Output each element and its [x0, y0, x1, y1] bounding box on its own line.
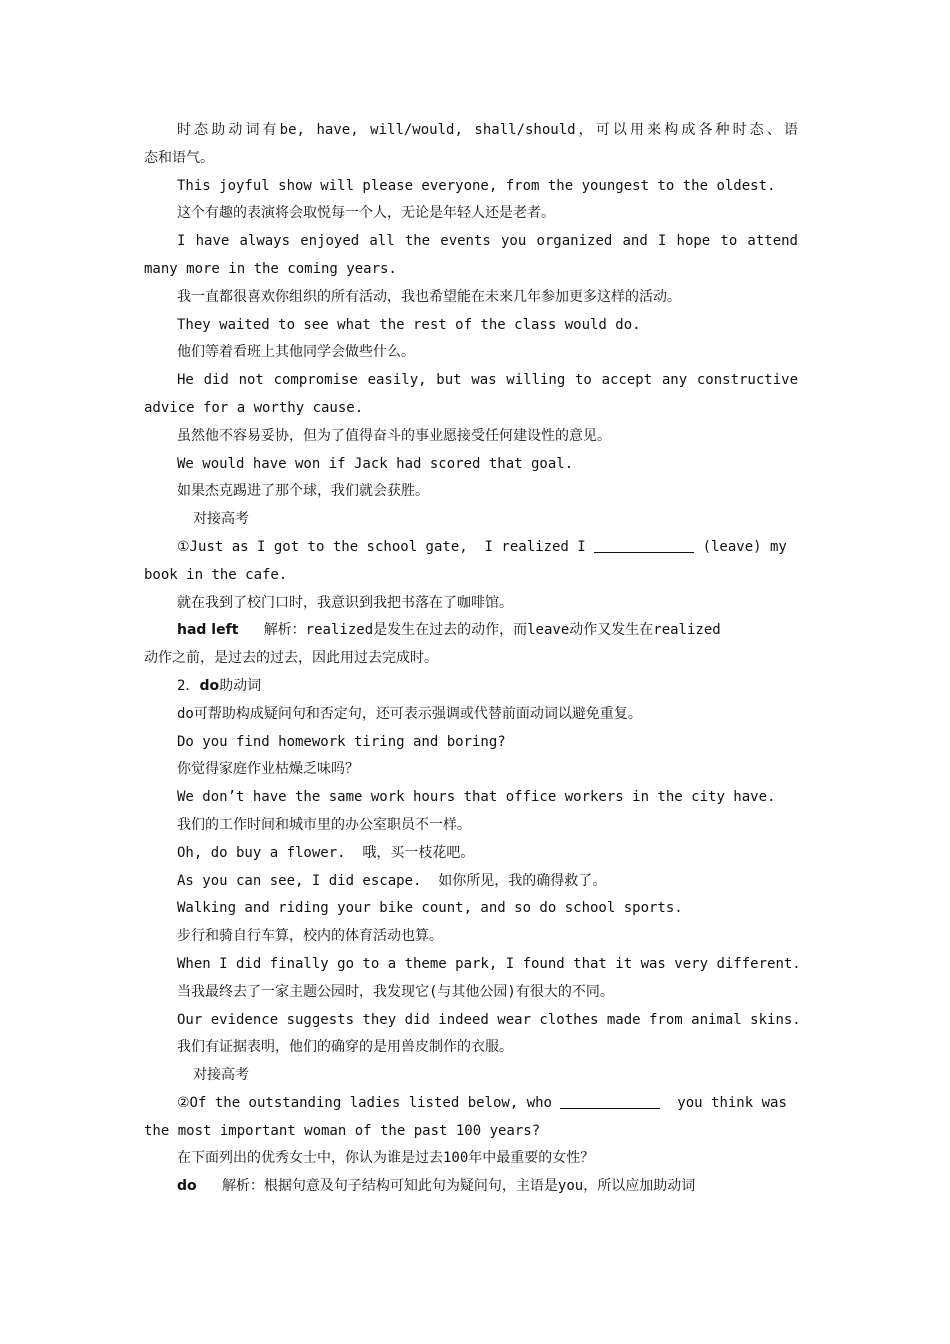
paragraph-line: 时态助动词有be, have, will/would, shall/should，可以用来构成各种时态、语 — [177, 122, 798, 138]
example-chinese: 如果杰克踢进了那个球，我们就会获胜。 — [177, 483, 429, 500]
section-description: do可帮助构成疑问句和否定句，还可表示强调或代替前面动词以避免重复。 — [177, 705, 642, 722]
analysis-line: 动作之前，是过去的过去，因此用过去完成时。 — [144, 650, 438, 667]
example-english: Walking and riding your bike count, and so do school sports. — [177, 900, 683, 917]
gaokao-heading: 对接高考 — [193, 1067, 249, 1084]
gaokao-heading: 对接高考 — [193, 511, 249, 528]
example-chinese: 我一直都很喜欢你组织的所有活动，我也希望能在未来几年参加更多这样的活动。 — [177, 288, 681, 305]
example-english: When I did finally go to a theme park, I found that it was very different. — [177, 955, 801, 972]
section-title: 2．do助动词 — [177, 677, 262, 694]
example-english: We would have won if Jack had scored that goal. — [177, 455, 574, 472]
example-english: This joyful show will please everyone, from the youngest to the oldest. — [177, 177, 776, 194]
answer-text: had left — [177, 622, 239, 639]
example-english: He did not compromise easily, but was willing to accept any constructive — [177, 372, 798, 389]
analysis-text: 解析：realized是发生在过去的动作，而leave动作又发生在realized — [263, 622, 721, 639]
example-chinese: 他们等着看班上其他同学会做些什么。 — [177, 344, 415, 361]
question-text: you think was — [677, 1094, 787, 1111]
answer-blank — [560, 1094, 660, 1109]
example-english: We don’t have the same work hours that office workers in the city have. — [177, 789, 776, 806]
example-chinese: 我们的工作时间和城市里的办公室职员不一样。 — [177, 816, 471, 833]
example-english: Oh, do buy a flower. 哦，买一枝花吧。 — [177, 844, 475, 861]
question-text: ①Just as I got to the school gate, I realized I — [177, 538, 586, 555]
question-line — [144, 1090, 798, 1118]
document-page — [144, 117, 801, 1201]
example-english: They waited to see what the rest of the class would do. — [177, 316, 641, 333]
analysis-text: 解析：根据句意及句子结构可知此句为疑问句，主语是you，所以应加助动词 — [221, 1178, 696, 1195]
example-english: Our evidence suggests they did indeed wear clothes made from animal skins. — [177, 1011, 801, 1028]
question-line: book in the cafe. — [144, 566, 288, 583]
example-english: I have always enjoyed all the events you organized and I hope to attend — [177, 233, 798, 250]
question-text: (leave) my — [702, 538, 787, 555]
example-english: Do you find homework tiring and boring? — [177, 733, 506, 750]
example-english: many more in the coming years. — [144, 260, 397, 277]
question-text: ②Of the outstanding ladies listed below, who — [177, 1094, 552, 1111]
answer-text: do — [177, 1178, 197, 1195]
example-chinese: 你觉得家庭作业枯燥乏味吗？ — [177, 761, 359, 778]
example-chinese: 虽然他不容易妥协，但为了值得奋斗的事业愿接受任何建设性的意见。 — [177, 427, 611, 444]
question-line: the most important woman of the past 100 years? — [144, 1122, 541, 1139]
answer-line — [144, 617, 798, 645]
answer-blank — [594, 538, 694, 553]
example-chinese: 我们有证据表明，他们的确穿的是用兽皮制作的衣服。 — [177, 1039, 513, 1056]
example-chinese: 步行和骑自行车算，校内的体育活动也算。 — [177, 928, 443, 945]
answer-line — [144, 1173, 798, 1201]
example-english: advice for a worthy cause. — [144, 399, 364, 416]
example-chinese: 当我最终去了一家主题公园时，我发现它(与其他公园)有很大的不同。 — [177, 983, 614, 1000]
question-translation: 在下面列出的优秀女士中，你认为谁是过去100年中最重要的女性？ — [177, 1150, 595, 1167]
example-chinese: 这个有趣的表演将会取悦每一个人，无论是年轻人还是老者。 — [177, 205, 555, 222]
example-english: As you can see, I did escape. 如你所见，我的确得救了。 — [177, 872, 607, 889]
question-line — [144, 534, 798, 562]
paragraph-line: 态和语气。 — [144, 149, 214, 166]
question-translation: 就在我到了校门口时，我意识到我把书落在了咖啡馆。 — [177, 594, 513, 611]
